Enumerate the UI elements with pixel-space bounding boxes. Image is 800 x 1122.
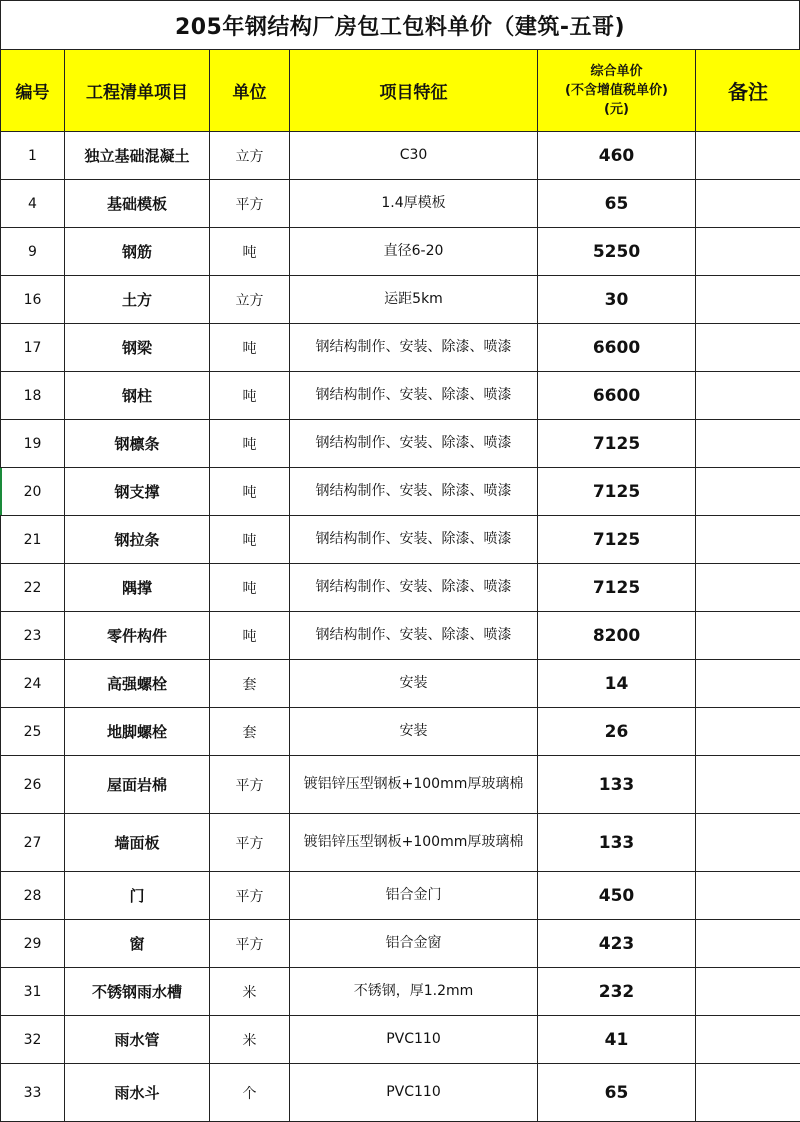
cell-price[interactable]: 6600 xyxy=(538,372,696,420)
cell-no[interactable]: 31 xyxy=(1,968,65,1016)
table-row xyxy=(1,814,800,872)
cell-no[interactable]: 27 xyxy=(1,814,65,872)
cell-price[interactable]: 14 xyxy=(538,660,696,708)
table-row xyxy=(1,180,800,228)
cell-unit[interactable]: 吨 xyxy=(210,420,290,468)
cell-no[interactable]: 17 xyxy=(1,324,65,372)
cell-unit[interactable]: 吨 xyxy=(210,324,290,372)
cell-price[interactable]: 133 xyxy=(538,814,696,872)
cell-remark[interactable] xyxy=(696,1016,800,1064)
cell-item[interactable]: 窗 xyxy=(65,920,210,968)
cell-unit[interactable]: 平方 xyxy=(210,756,290,814)
cell-item[interactable]: 钢梁 xyxy=(65,324,210,372)
table-row xyxy=(1,324,800,372)
cell-item[interactable]: 钢拉条 xyxy=(65,516,210,564)
header-feature[interactable]: 项目特征 xyxy=(290,50,538,132)
table-row xyxy=(1,1016,800,1064)
cell-item[interactable]: 钢檩条 xyxy=(65,420,210,468)
cell-feature[interactable]: PVC110 xyxy=(290,1064,538,1122)
cell-remark[interactable] xyxy=(696,324,800,372)
cell-price[interactable]: 65 xyxy=(538,180,696,228)
cell-no[interactable]: 9 xyxy=(1,228,65,276)
cell-feature[interactable]: PVC110 xyxy=(290,1016,538,1064)
cell-unit[interactable]: 个 xyxy=(210,1064,290,1122)
cell-unit[interactable]: 米 xyxy=(210,1016,290,1064)
cell-feature[interactable]: 安装 xyxy=(290,660,538,708)
cell-item[interactable]: 土方 xyxy=(65,276,210,324)
cell-unit[interactable]: 米 xyxy=(210,968,290,1016)
header-unit[interactable]: 单位 xyxy=(210,50,290,132)
cell-item[interactable]: 基础模板 xyxy=(65,180,210,228)
table-row xyxy=(1,276,800,324)
cell-feature[interactable]: 铝合金窗 xyxy=(290,920,538,968)
header-price-line2: (不含增值税单价) xyxy=(542,81,691,100)
cell-price[interactable]: 8200 xyxy=(538,612,696,660)
table-row xyxy=(1,132,800,180)
cell-no[interactable]: 19 xyxy=(1,420,65,468)
cell-feature[interactable]: 镀铝锌压型钢板+100mm厚玻璃棉 xyxy=(290,756,538,814)
table-row xyxy=(1,564,800,612)
table-row xyxy=(1,872,800,920)
cell-price[interactable]: 7125 xyxy=(538,516,696,564)
cell-no[interactable]: 20 xyxy=(1,468,65,516)
cell-no[interactable]: 23 xyxy=(1,612,65,660)
table-row xyxy=(1,756,800,814)
cell-item[interactable]: 门 xyxy=(65,872,210,920)
header-row xyxy=(1,50,800,132)
cell-unit[interactable]: 吨 xyxy=(210,612,290,660)
cell-remark[interactable] xyxy=(696,564,800,612)
cell-feature[interactable]: 镀铝锌压型钢板+100mm厚玻璃棉 xyxy=(290,814,538,872)
cell-unit[interactable]: 吨 xyxy=(210,516,290,564)
cell-feature[interactable]: 钢结构制作、安装、除漆、喷漆 xyxy=(290,612,538,660)
cell-unit[interactable]: 套 xyxy=(210,708,290,756)
cell-no[interactable]: 16 xyxy=(1,276,65,324)
row-selection-marker xyxy=(0,468,2,515)
cell-no[interactable]: 4 xyxy=(1,180,65,228)
header-remark[interactable]: 备注 xyxy=(696,50,800,132)
cell-item[interactable]: 屋面岩棉 xyxy=(65,756,210,814)
cell-price[interactable]: 7125 xyxy=(538,468,696,516)
cell-price[interactable]: 232 xyxy=(538,968,696,1016)
cell-remark[interactable] xyxy=(696,372,800,420)
cell-unit[interactable]: 吨 xyxy=(210,468,290,516)
cell-feature[interactable]: 钢结构制作、安装、除漆、喷漆 xyxy=(290,372,538,420)
table-row xyxy=(1,468,800,516)
cell-unit[interactable]: 平方 xyxy=(210,814,290,872)
cell-unit[interactable]: 立方 xyxy=(210,132,290,180)
cell-price[interactable]: 5250 xyxy=(538,228,696,276)
cell-no[interactable]: 1 xyxy=(1,132,65,180)
cell-feature[interactable]: 钢结构制作、安装、除漆、喷漆 xyxy=(290,324,538,372)
cell-item[interactable]: 钢支撑 xyxy=(65,468,210,516)
table-row xyxy=(1,708,800,756)
cell-no[interactable]: 29 xyxy=(1,920,65,968)
cell-remark[interactable] xyxy=(696,814,800,872)
cell-feature[interactable]: 铝合金门 xyxy=(290,872,538,920)
cell-unit[interactable]: 平方 xyxy=(210,872,290,920)
cell-remark[interactable] xyxy=(696,228,800,276)
cell-item[interactable]: 独立基础混凝土 xyxy=(65,132,210,180)
cell-remark[interactable] xyxy=(696,612,800,660)
cell-price[interactable]: 65 xyxy=(538,1064,696,1122)
cell-item[interactable]: 地脚螺栓 xyxy=(65,708,210,756)
header-price-line3: (元) xyxy=(542,100,691,119)
cell-price[interactable]: 460 xyxy=(538,132,696,180)
cell-price[interactable]: 41 xyxy=(538,1016,696,1064)
cell-no[interactable]: 21 xyxy=(1,516,65,564)
cell-remark[interactable] xyxy=(696,660,800,708)
table-row xyxy=(1,612,800,660)
cell-price[interactable]: 6600 xyxy=(538,324,696,372)
cell-unit[interactable]: 平方 xyxy=(210,180,290,228)
table-row xyxy=(1,660,800,708)
header-item[interactable]: 工程清单项目 xyxy=(65,50,210,132)
cell-remark[interactable] xyxy=(696,756,800,814)
cell-item[interactable]: 零件构件 xyxy=(65,612,210,660)
table-row xyxy=(1,420,800,468)
cell-item[interactable]: 雨水管 xyxy=(65,1016,210,1064)
table-row xyxy=(1,228,800,276)
cell-price[interactable]: 423 xyxy=(538,920,696,968)
cell-remark[interactable] xyxy=(696,132,800,180)
cell-price[interactable]: 7125 xyxy=(538,564,696,612)
cell-no[interactable]: 26 xyxy=(1,756,65,814)
cell-no[interactable]: 25 xyxy=(1,708,65,756)
cell-remark[interactable] xyxy=(696,920,800,968)
cell-unit[interactable]: 立方 xyxy=(210,276,290,324)
cell-item[interactable]: 高强螺栓 xyxy=(65,660,210,708)
header-price-line1: 综合单价 xyxy=(542,62,691,81)
cell-price[interactable]: 26 xyxy=(538,708,696,756)
cell-unit[interactable]: 吨 xyxy=(210,564,290,612)
cell-remark[interactable] xyxy=(696,468,800,516)
cell-no[interactable]: 24 xyxy=(1,660,65,708)
cell-unit[interactable]: 吨 xyxy=(210,228,290,276)
cell-no[interactable]: 18 xyxy=(1,372,65,420)
cell-remark[interactable] xyxy=(696,872,800,920)
cell-feature[interactable]: 钢结构制作、安装、除漆、喷漆 xyxy=(290,564,538,612)
price-table xyxy=(0,49,800,1122)
cell-unit[interactable]: 套 xyxy=(210,660,290,708)
cell-remark[interactable] xyxy=(696,968,800,1016)
cell-remark[interactable] xyxy=(696,180,800,228)
sheet-title: 205年钢结构厂房包工包料单价（建筑-五哥) xyxy=(0,0,800,49)
cell-remark[interactable] xyxy=(696,420,800,468)
cell-remark[interactable] xyxy=(696,276,800,324)
cell-unit[interactable]: 吨 xyxy=(210,372,290,420)
table-row xyxy=(1,516,800,564)
cell-item[interactable]: 雨水斗 xyxy=(65,1064,210,1122)
cell-item[interactable]: 钢柱 xyxy=(65,372,210,420)
header-no[interactable]: 编号 xyxy=(1,50,65,132)
cell-feature[interactable]: 钢结构制作、安装、除漆、喷漆 xyxy=(290,420,538,468)
cell-no[interactable]: 22 xyxy=(1,564,65,612)
cell-feature[interactable]: 安装 xyxy=(290,708,538,756)
cell-no[interactable]: 28 xyxy=(1,872,65,920)
cell-feature[interactable]: 运距5km xyxy=(290,276,538,324)
cell-price[interactable]: 450 xyxy=(538,872,696,920)
cell-item[interactable]: 钢筋 xyxy=(65,228,210,276)
cell-remark[interactable] xyxy=(696,708,800,756)
table-row xyxy=(1,968,800,1016)
table-row xyxy=(1,372,800,420)
cell-price[interactable]: 7125 xyxy=(538,420,696,468)
cell-feature[interactable]: 不锈钢，厚1.2mm xyxy=(290,968,538,1016)
cell-feature[interactable]: 1.4厚模板 xyxy=(290,180,538,228)
cell-feature[interactable]: 钢结构制作、安装、除漆、喷漆 xyxy=(290,516,538,564)
cell-price[interactable]: 30 xyxy=(538,276,696,324)
cell-item[interactable]: 隅撑 xyxy=(65,564,210,612)
cell-remark[interactable] xyxy=(696,516,800,564)
table-row xyxy=(1,920,800,968)
cell-item[interactable]: 不锈钢雨水槽 xyxy=(65,968,210,1016)
cell-price[interactable]: 133 xyxy=(538,756,696,814)
cell-feature[interactable]: 钢结构制作、安装、除漆、喷漆 xyxy=(290,468,538,516)
cell-feature[interactable]: C30 xyxy=(290,132,538,180)
cell-no[interactable]: 32 xyxy=(1,1016,65,1064)
cell-item[interactable]: 墙面板 xyxy=(65,814,210,872)
cell-no[interactable]: 33 xyxy=(1,1064,65,1122)
cell-feature[interactable]: 直径6-20 xyxy=(290,228,538,276)
header-price[interactable] xyxy=(538,50,696,132)
cell-unit[interactable]: 平方 xyxy=(210,920,290,968)
